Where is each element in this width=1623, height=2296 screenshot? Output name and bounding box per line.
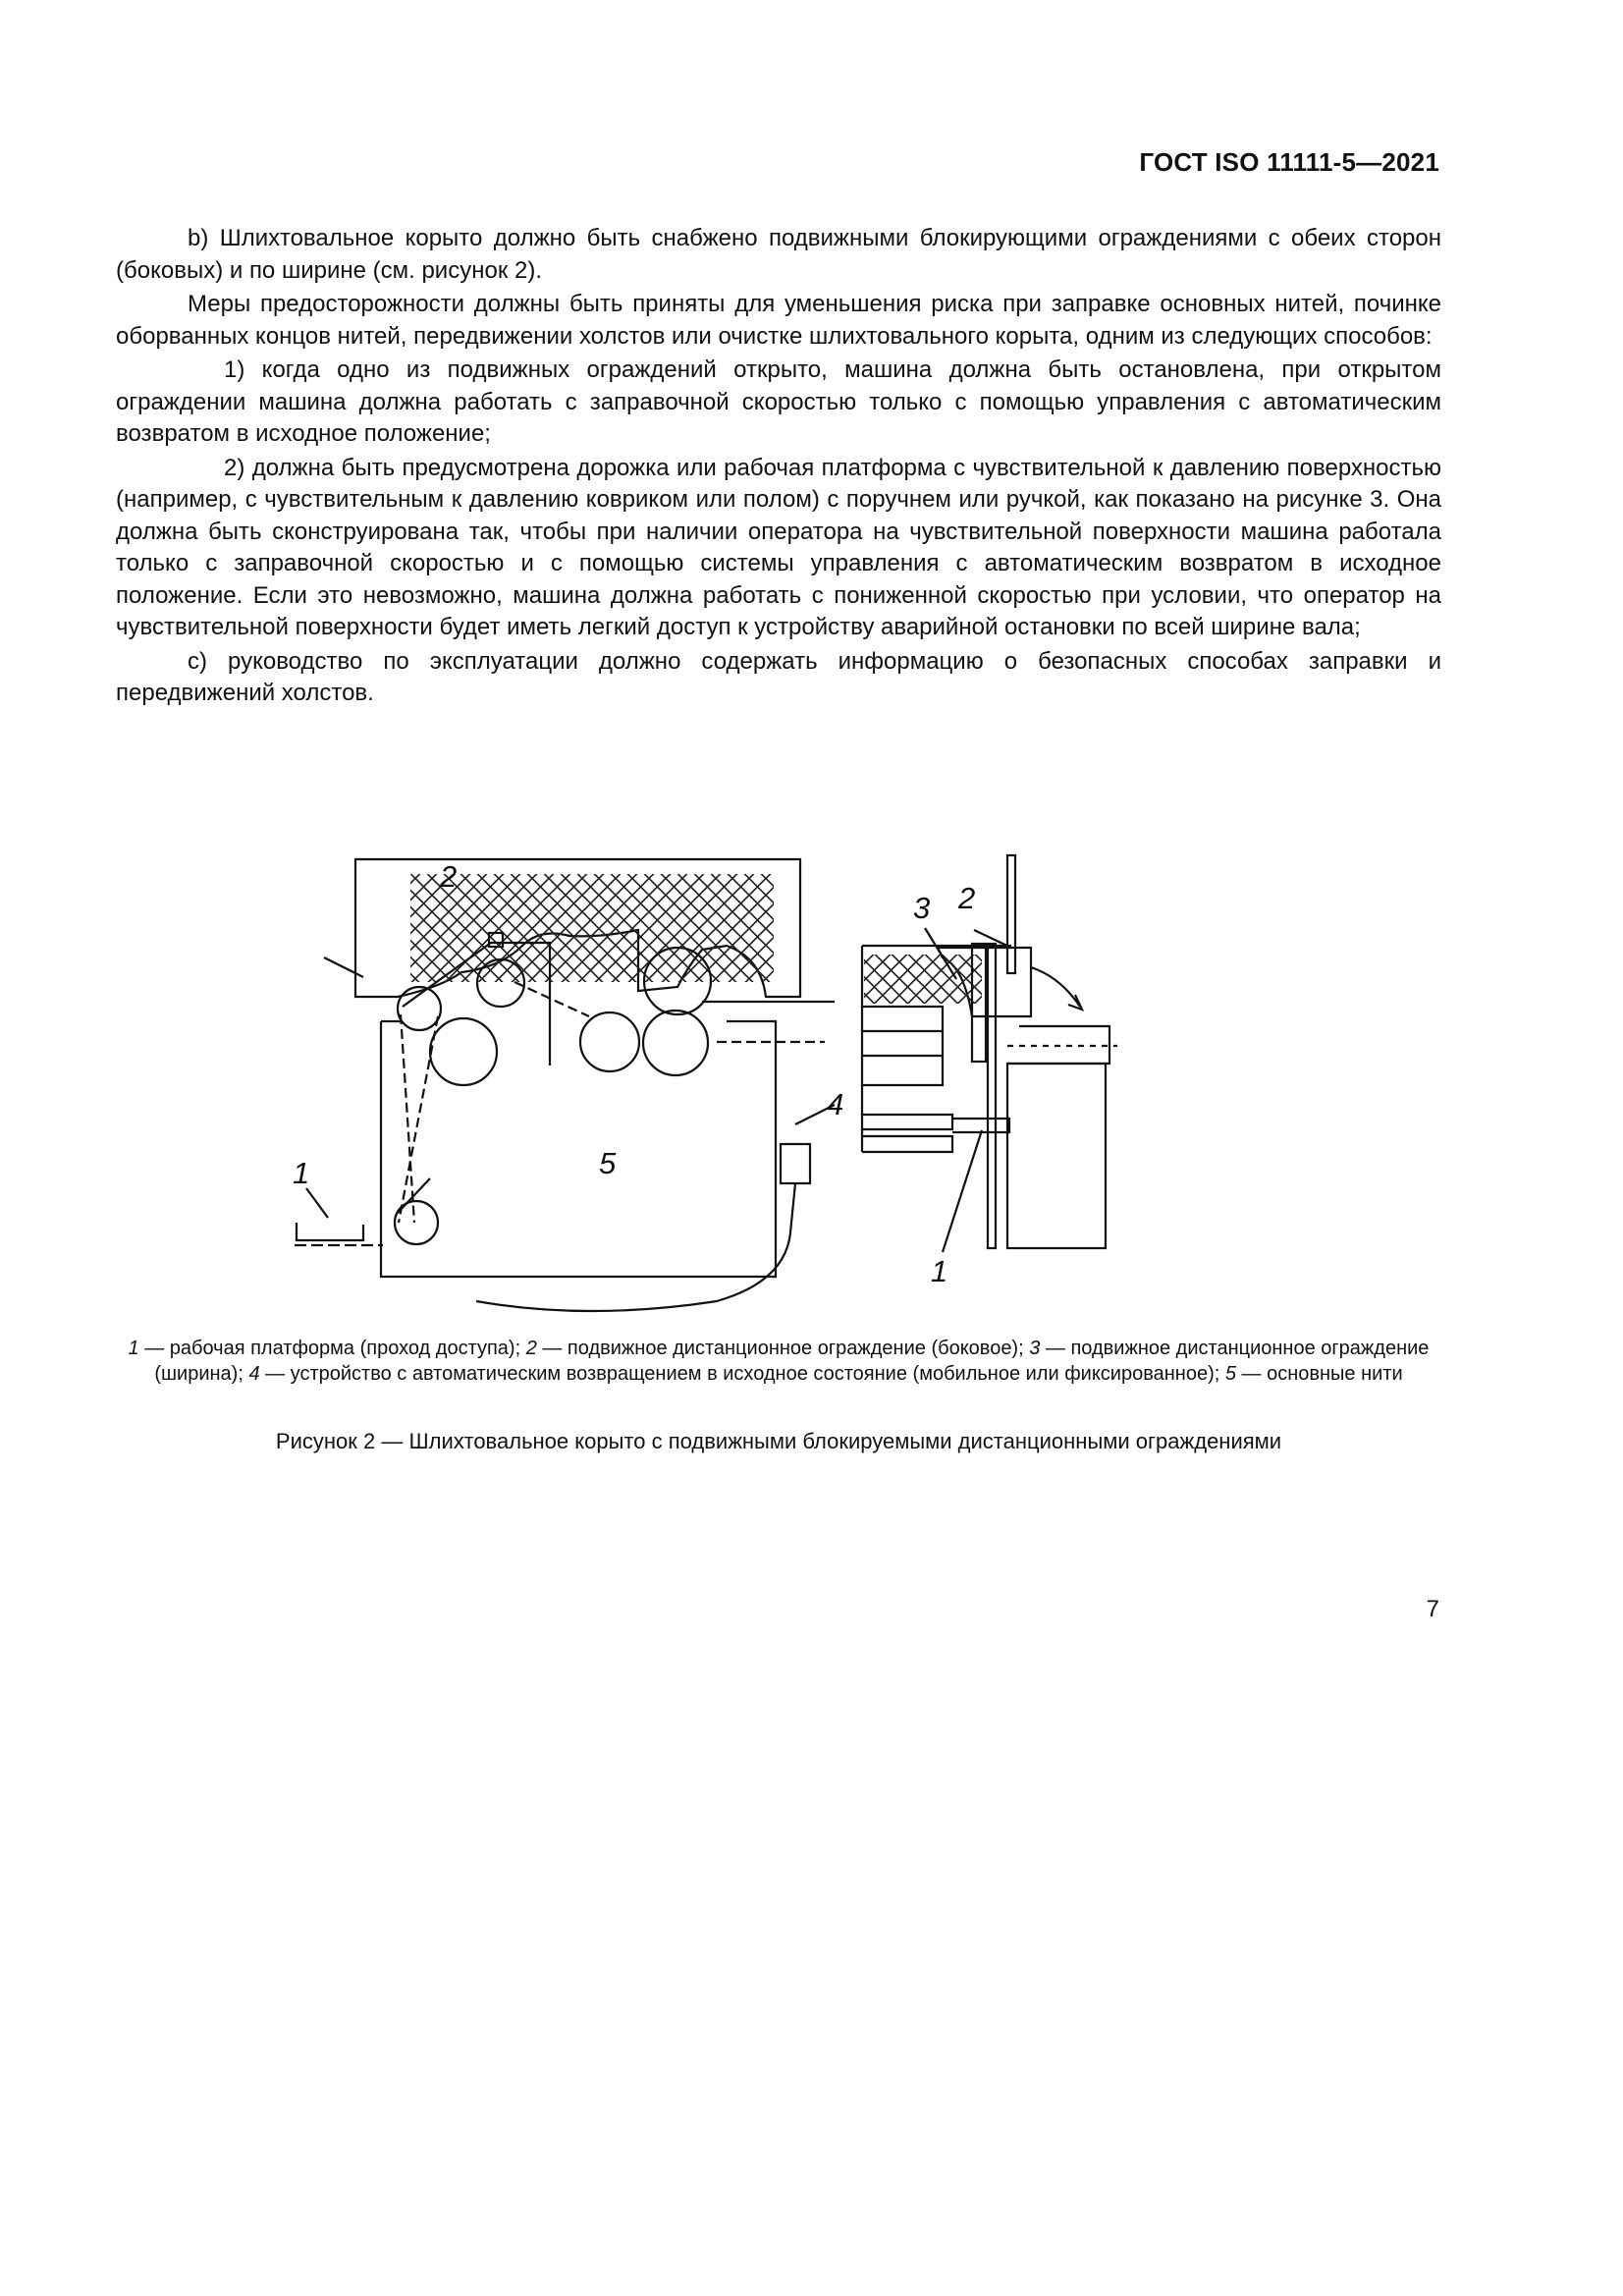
legend2-text-1: — рабочая платформа (проход доступа); (138, 1338, 526, 1359)
legend2-text-2: — подвижное дистанционное ограждение (боковое); (536, 1338, 1030, 1359)
paragraph-method-1: 1) когда одно из подвижных ограждений открыто, машина должна быть остановлена, при открытом ограждении машина должна работать с заправочной скоростью только с помощью управления с автоматическим возвратом в исходное положение; (116, 356, 1441, 447)
fig2-label-2: 2 (440, 859, 458, 894)
body-text (116, 223, 1441, 712)
trough-box (381, 1021, 776, 1277)
hood-mesh (410, 874, 774, 982)
page-number: 7 (1426, 1596, 1439, 1622)
figure-2-caption: Рисунок 2 — Шлихтовальное корыто с подвижными блокируемыми дистанционными ограждениями (275, 1429, 1282, 1453)
figure-2-drawing (265, 820, 1296, 1321)
fig2-label-5: 5 (599, 1146, 617, 1180)
fig2-label-2-right: 2 (958, 881, 976, 915)
fig2-label-3: 3 (913, 891, 931, 925)
paragraph-precautions: Меры предосторожности должны быть приняты для уменьшения риска при заправке основных нитей, починке оборванных концов нитей, передвижении холстов или очистке шлихтовального корыта, одним из следующих способов: (116, 291, 1441, 350)
trough-side (1007, 1064, 1106, 1248)
figure-2-legend (116, 1336, 1441, 1387)
guard-rotation-arrow (1031, 967, 1080, 1007)
legend2-num-4: 4 (248, 1363, 260, 1385)
paragraph-b: b) Шлихтовальное корыто должно быть снабжено подвижными блокирующими ограждениями с обеих сторон (боковых) и по ширине (см. рисунок 2). (116, 225, 1441, 284)
legend2-num-5: 5 (1224, 1363, 1236, 1385)
control-device-4 (781, 1144, 810, 1183)
fig2-label-4: 4 (827, 1087, 844, 1121)
legend2-num-2: 2 (525, 1338, 537, 1359)
fig2-label-1: 1 (293, 1156, 310, 1190)
side-mesh (864, 955, 982, 1004)
legend2-num-3: 3 (1029, 1338, 1041, 1359)
figure-2-svg (265, 820, 1296, 1321)
legend2-text-5: — основные нити (1235, 1363, 1403, 1385)
paragraph-c: c) руководство по эксплуатации должно содержать информацию о безопасных способах заправки и передвижений холстов. (116, 647, 1441, 706)
side-guard-2 (1007, 855, 1015, 973)
device-cable (476, 1183, 795, 1311)
legend2-text-3: — подвижное дистанционное ограждение (ширина); (154, 1338, 1430, 1385)
legend2-text-4: — устройство с автоматическим возвращением в исходное состояние (мобильное или фиксированное); (259, 1363, 1225, 1385)
roller-e (643, 1011, 708, 1075)
fig2-label-1-right: 1 (931, 1254, 948, 1288)
document-code: ГОСТ ISO 11111-5—2021 (1139, 147, 1439, 177)
paragraph-method-2: 2) должна быть предусмотрена дорожка или рабочая платформа с чувствительной к давлению поверхностью (например, с чувствительным к давлению ковриком или полом) с поручнем или ручкой, как показано на рисунке 3. Она должна быть сконструирована так, чтобы при наличии оператора на чувствительной поверхности машина работала только с заправочной скоростью и с помощью системы управления с автоматическим возвратом в исходное положение. Если это невозможно, машина должна работать с пониженной скоростью при условии, что оператор на чувствительной поверхности будет иметь легкий доступ к устройству аварийной остановки по всей ширине вала; (116, 454, 1441, 640)
access-platform-1 (297, 1223, 363, 1240)
legend2-num-1: 1 (128, 1338, 139, 1359)
roller-b (430, 1018, 497, 1085)
roller-d (580, 1012, 639, 1071)
